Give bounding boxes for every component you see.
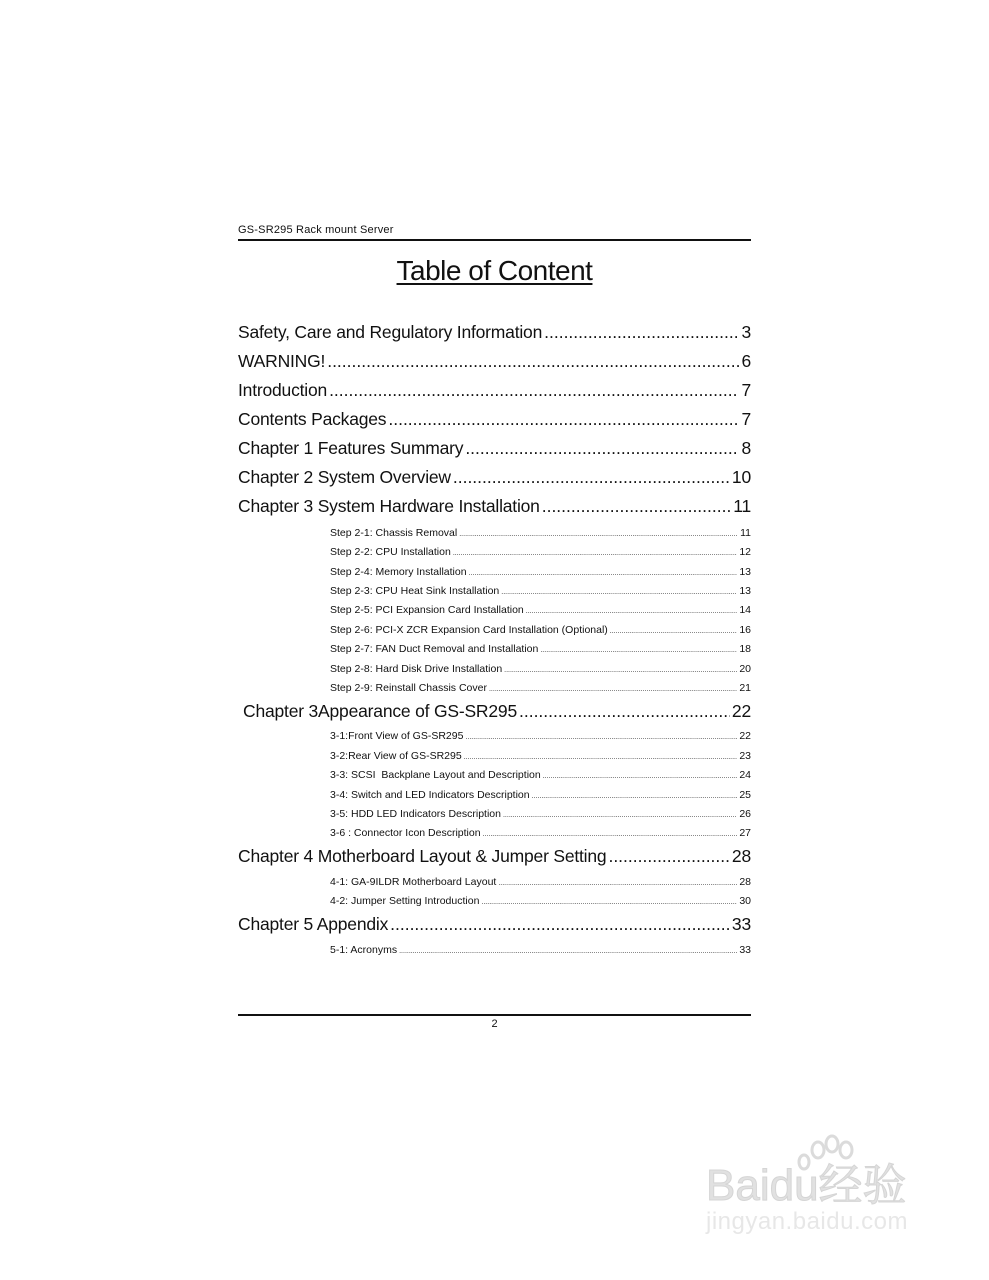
toc-leader-dots	[329, 380, 739, 401]
toc-subentry[interactable]	[330, 808, 751, 822]
header-divider	[238, 239, 751, 241]
toc-entry[interactable]	[238, 914, 751, 938]
toc-subentry[interactable]	[330, 585, 751, 599]
toc-subentry-page: 21	[739, 682, 751, 694]
toc-leader-dots	[503, 808, 737, 820]
toc-entry[interactable]	[238, 467, 751, 491]
toc-subentry-label: Step 2-9: Reinstall Chassis Cover	[330, 682, 487, 694]
page-title: Table of Content	[396, 255, 593, 286]
toc-leader-dots	[481, 895, 737, 907]
toc-entry-page: 22	[731, 701, 751, 721]
toc-leader-dots	[459, 527, 738, 539]
toc-subentry[interactable]	[330, 663, 751, 677]
toc-entry-page: 10	[731, 467, 751, 487]
toc-subentry-page: 33	[739, 944, 751, 956]
toc-entry[interactable]	[238, 846, 751, 870]
toc-subentry-label: Step 2-2: CPU Installation	[330, 546, 451, 558]
toc-subentry-page: 20	[739, 663, 751, 675]
toc-leader-dots	[501, 585, 737, 597]
toc-subentry[interactable]	[330, 643, 751, 657]
toc-subentry-page: 24	[739, 769, 751, 781]
toc-leader-dots	[519, 701, 730, 722]
toc-subentry-page: 18	[739, 643, 751, 655]
toc-subentry[interactable]	[330, 624, 751, 638]
toc-entry-label: Chapter 4 Motherboard Layout & Jumper Setting	[238, 846, 607, 866]
toc-entry[interactable]	[238, 322, 751, 346]
toc-subentry-page: 12	[739, 546, 751, 558]
toc-subentry-label: 4-2: Jumper Setting Introduction	[330, 895, 480, 907]
toc-subentry-label: 4-1: GA-9ILDR Motherboard Layout	[330, 876, 497, 888]
toc-entry-page: 33	[731, 914, 751, 934]
toc-entry-page: 6	[741, 351, 751, 371]
toc-entry[interactable]	[238, 438, 751, 462]
toc-entry-page: 7	[741, 380, 751, 400]
toc-leader-dots	[453, 546, 738, 558]
toc-subentry-page: 27	[739, 827, 751, 839]
toc-leader-dots	[453, 467, 730, 488]
baidu-watermark	[700, 1130, 950, 1250]
toc-subentry-label: Step 2-4: Memory Installation	[330, 566, 467, 578]
toc-leader-dots	[464, 750, 738, 762]
toc-entry-label: WARNING!	[238, 351, 326, 371]
toc-leader-dots	[465, 730, 737, 742]
toc-subentry[interactable]	[330, 944, 751, 958]
toc-leader-dots	[498, 876, 737, 888]
toc-leader-dots	[327, 351, 739, 372]
toc-entry-page: 8	[741, 438, 751, 458]
toc-subentry[interactable]	[330, 789, 751, 803]
toc-subentry-label: Step 2-6: PCI-X ZCR Expansion Card Installation (Optional)	[330, 624, 608, 636]
toc-entry-label: Chapter 3Appearance of GS-SR295	[243, 701, 517, 721]
toc-entry-label: Chapter 2 System Overview	[238, 467, 451, 487]
toc-entry-page: 3	[741, 322, 751, 342]
toc-leader-dots	[542, 496, 732, 517]
toc-subentry-label: Step 2-8: Hard Disk Drive Installation	[330, 663, 503, 675]
toc-subentry[interactable]	[330, 604, 751, 618]
toc-subentry-label: 3-3: SCSI Backplane Layout and Description	[330, 769, 541, 781]
toc-leader-dots	[399, 944, 737, 956]
toc-subentry-page: 16	[739, 624, 751, 636]
toc-subentry[interactable]	[330, 769, 751, 783]
toc-subentry[interactable]	[330, 546, 751, 560]
toc-leader-dots	[544, 322, 739, 343]
toc-subentry-page: 11	[740, 527, 751, 539]
toc-entry-label: Chapter 1 Features Summary	[238, 438, 464, 458]
toc-entry[interactable]	[238, 409, 751, 433]
toc-leader-dots	[489, 682, 737, 694]
toc-subentry-page: 13	[739, 585, 751, 597]
toc-subentry-label: 3-4: Switch and LED Indicators Description	[330, 789, 530, 801]
toc-subentry[interactable]	[330, 566, 751, 580]
toc-leader-dots	[608, 846, 729, 867]
toc-leader-dots	[504, 663, 737, 675]
toc-subentry-label: Step 2-7: FAN Duct Removal and Installation	[330, 643, 539, 655]
toc-leader-dots	[526, 604, 738, 616]
toc-subentry-label: 5-1: Acronyms	[330, 944, 398, 956]
toc-subentry[interactable]	[330, 827, 751, 841]
toc-entry-page: 11	[733, 496, 751, 516]
toc-leader-dots	[483, 827, 738, 839]
toc-subentry-page: 22	[739, 730, 751, 742]
toc-leader-dots	[388, 409, 739, 430]
toc-leader-dots	[469, 566, 738, 578]
toc-subentry-label: 3-6 : Connector Icon Description	[330, 827, 481, 839]
toc-entry[interactable]	[238, 496, 751, 520]
toc-subentry[interactable]	[330, 876, 751, 890]
toc-subentry-label: Step 2-3: CPU Heat Sink Installation	[330, 585, 500, 597]
toc-subentry[interactable]	[330, 527, 751, 541]
toc-entry[interactable]	[238, 380, 751, 404]
toc-entry-label: Introduction	[238, 380, 328, 400]
toc-subentry-page: 23	[739, 750, 751, 762]
toc-subentry[interactable]	[330, 682, 751, 696]
toc-leader-dots	[610, 624, 738, 636]
footer-divider	[238, 1014, 751, 1016]
watermark-url: jingyan.baidu.com	[706, 1208, 908, 1235]
toc-entry[interactable]	[243, 701, 751, 725]
toc-subentry[interactable]	[330, 730, 751, 744]
toc-entry-label: Contents Packages	[238, 409, 387, 429]
toc-entry-label: Chapter 5 Appendix	[238, 914, 389, 934]
toc-entry-label: Chapter 3 System Hardware Installation	[238, 496, 540, 516]
running-header: GS-SR295 Rack mount Server	[238, 224, 394, 236]
toc-leader-dots	[465, 438, 739, 459]
toc-subentry-page: 25	[739, 789, 751, 801]
watermark-brand: Baidu经验	[706, 1161, 907, 1210]
toc-entry-page: 28	[731, 846, 751, 866]
toc-subentry-page: 28	[739, 876, 751, 888]
toc-subentry-label: 3-2:Rear View of GS-SR295	[330, 750, 462, 762]
toc-subentry-page: 30	[739, 895, 751, 907]
toc-leader-dots	[532, 789, 738, 801]
page-number: 2	[491, 1018, 498, 1030]
toc-subentry-label: Step 2-1: Chassis Removal	[330, 527, 458, 539]
toc-subentry-page: 26	[739, 808, 751, 820]
toc-subentry-label: 3-1:Front View of GS-SR295	[330, 730, 464, 742]
toc-subentry-label: 3-5: HDD LED Indicators Description	[330, 808, 501, 820]
toc-entry-page: 7	[741, 409, 751, 429]
toc-subentry[interactable]	[330, 895, 751, 909]
toc-subentry-label: Step 2-5: PCI Expansion Card Installation	[330, 604, 524, 616]
toc-subentry-page: 14	[739, 604, 751, 616]
toc-leader-dots	[390, 914, 730, 935]
toc-subentry[interactable]	[330, 750, 751, 764]
toc-leader-dots	[540, 643, 737, 655]
toc-entry[interactable]	[238, 351, 751, 375]
toc-leader-dots	[543, 769, 738, 781]
toc-subentry-page: 13	[739, 566, 751, 578]
toc-entry-label: Safety, Care and Regulatory Information	[238, 322, 543, 342]
